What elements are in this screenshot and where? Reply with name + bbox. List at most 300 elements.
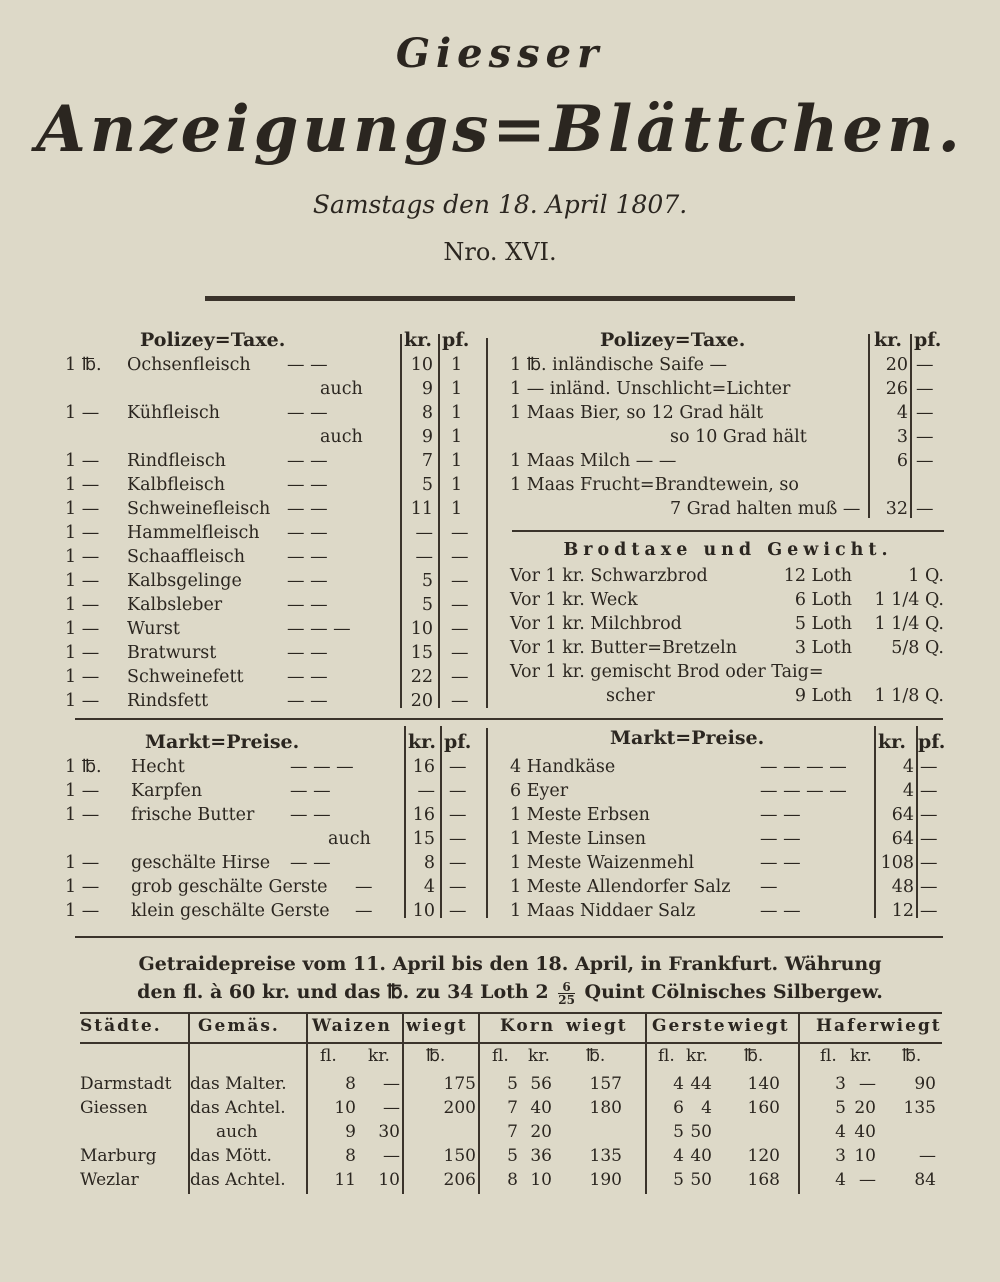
row-pf: — <box>449 757 467 777</box>
table-row <box>510 684 950 708</box>
masthead-rule <box>205 296 795 301</box>
row-item: 6 Eyer <box>510 781 569 801</box>
table-row <box>65 473 485 497</box>
row-kr: 48 <box>891 877 914 897</box>
grain-h-lb: 135 <box>903 1098 936 1118</box>
bread-heading: Brodtaxe und Gewicht. <box>563 540 893 560</box>
row-weight: 12 Loth <box>783 566 852 586</box>
grain-measure: das Malter. <box>190 1074 287 1094</box>
row-dashes: — — <box>287 571 328 591</box>
row-pf: — <box>920 853 938 873</box>
row-kr: — <box>417 781 435 801</box>
grain-subheader-kr: kr. <box>686 1046 708 1066</box>
row-pf: 1 <box>451 499 463 519</box>
table-row <box>65 641 485 665</box>
table-row <box>65 755 485 779</box>
market-left-col-kr: kr. <box>408 731 437 753</box>
row-kr: 10 <box>412 901 435 921</box>
row-pf: — <box>451 667 469 687</box>
grain-k-lb: 190 <box>589 1170 622 1190</box>
row-kr: 8 <box>423 853 435 873</box>
row-weight: 9 Loth <box>794 686 852 706</box>
row-pf: 1 <box>451 355 463 375</box>
row-item: 1 Meste Erbsen <box>510 805 650 825</box>
table-row <box>510 779 950 803</box>
section-rule-market <box>75 718 943 720</box>
grain-k-kr: 10 <box>530 1170 552 1190</box>
grain-title-line2-b: Quint Cölnisches Silbergew. <box>584 981 883 1003</box>
grain-g-lb: 120 <box>747 1146 780 1166</box>
row-dashes: — — <box>287 643 328 663</box>
grain-g-fl: 4 <box>673 1146 684 1166</box>
meat-col-pf: pf. <box>442 329 470 351</box>
market-right-col-pf: pf. <box>918 731 946 753</box>
row-dashes: — <box>355 901 373 921</box>
grain-h-fl: 5 <box>835 1098 846 1118</box>
row-kr: 8 <box>421 403 433 423</box>
grain-k-lb: 135 <box>589 1146 622 1166</box>
grain-w-kr: — <box>383 1074 400 1094</box>
row-pf: — <box>449 901 467 921</box>
row-kr: 10 <box>410 619 433 639</box>
row-pf: — <box>920 781 938 801</box>
market-right-col-kr: kr. <box>878 731 907 753</box>
grain-h-kr: 20 <box>854 1098 876 1118</box>
table-row <box>65 569 485 593</box>
row-item: 1 Meste Allendorfer Salz <box>510 877 731 897</box>
grain-g-fl: 5 <box>673 1170 684 1190</box>
row-qty: 1 — <box>65 403 100 423</box>
row-qty: 1 ℔. <box>65 355 102 375</box>
row-item: geschälte Hirse <box>131 853 271 873</box>
grain-g-kr: 50 <box>690 1170 712 1190</box>
row-dashes: — — — — <box>760 781 847 801</box>
grain-w-fl: 11 <box>334 1170 356 1190</box>
table-row <box>65 353 485 377</box>
grain-h-fl: 3 <box>835 1074 846 1094</box>
row-item: Rindsfett <box>127 691 209 711</box>
row-kr: 108 <box>880 853 914 873</box>
row-item: Kalbsleber <box>127 595 223 615</box>
table-row <box>510 588 950 612</box>
grain-k-fl: 7 <box>507 1122 518 1142</box>
row-pf: 1 <box>451 427 463 447</box>
grain-subheader-lb: ℔. <box>586 1046 606 1066</box>
row-item: grob geschälte Gerste <box>131 877 328 897</box>
grain-k-kr: 20 <box>530 1122 552 1142</box>
row-dashes: — — — — <box>760 757 847 777</box>
table-row <box>510 353 950 377</box>
grain-w-lb: 175 <box>443 1074 476 1094</box>
row-dashes: — — <box>290 805 331 825</box>
misc-col-pf: pf. <box>914 329 942 351</box>
table-row <box>80 1096 942 1120</box>
table-row <box>65 851 485 875</box>
grain-header-korn: Korn <box>500 1016 556 1036</box>
row-item: Vor 1 kr. Schwarzbrod <box>510 566 708 586</box>
grain-subheader-fl: fl. <box>658 1046 675 1066</box>
row-pf: — <box>451 547 469 567</box>
grain-k-lb: 180 <box>589 1098 622 1118</box>
row-item: Ochsenfleisch <box>127 355 251 375</box>
row-dashes: — — <box>287 547 328 567</box>
row-item: Wurst <box>127 619 180 639</box>
row-qty: 1 — <box>65 877 100 897</box>
table-row <box>65 689 485 713</box>
grain-subheader-lb: ℔. <box>426 1046 446 1066</box>
grain-w-fl: 8 <box>345 1074 356 1094</box>
row-item: 1 Meste Linsen <box>510 829 647 849</box>
grain-city: Marburg <box>80 1146 157 1166</box>
row-kr: 5 <box>421 571 433 591</box>
row-qty: 1 — <box>65 475 100 495</box>
row-weight: 3 Loth <box>794 638 852 658</box>
grain-w-lb: 200 <box>443 1098 476 1118</box>
row-kr: 4 <box>896 403 908 423</box>
table-row <box>510 875 950 899</box>
row-pf: — <box>451 691 469 711</box>
table-row <box>510 851 950 875</box>
grain-w-kr: — <box>383 1098 400 1118</box>
row-pf: — <box>449 781 467 801</box>
row-pf: — <box>920 901 938 921</box>
row-dashes: — — <box>287 691 328 711</box>
market-right-heading: Markt=Preise. <box>610 727 765 749</box>
grain-city: Darmstadt <box>80 1074 172 1094</box>
row-qty: 1 — <box>65 667 100 687</box>
row-item: 1 Maas Niddaer Salz <box>510 901 696 921</box>
row-dashes: — — <box>290 853 331 873</box>
table-row <box>510 827 950 851</box>
grain-city: Wezlar <box>80 1170 139 1190</box>
row-pf: — <box>451 643 469 663</box>
grain-w-lb: 150 <box>443 1146 476 1166</box>
table-row <box>510 449 950 473</box>
table-row <box>65 497 485 521</box>
table-row <box>65 449 485 473</box>
row-qty: 1 — <box>65 523 100 543</box>
table-row <box>510 425 950 449</box>
table-row <box>510 803 950 827</box>
row-kr: 26 <box>885 379 908 399</box>
row-qty: 1 — <box>65 781 100 801</box>
grain-w-kr: — <box>383 1146 400 1166</box>
grain-header-gemaes: Gemäs. <box>198 1016 280 1036</box>
table-row <box>65 827 485 851</box>
row-kr: 9 <box>421 379 433 399</box>
grain-header-wiegt4: wiegt <box>880 1016 942 1036</box>
table-row <box>510 564 950 588</box>
row-dashes: — — <box>287 595 328 615</box>
grain-g-kr: 4 <box>701 1098 712 1118</box>
row-item: 1 Maas Bier, so 12 Grad hält <box>510 403 764 423</box>
meat-col-kr: kr. <box>404 329 433 351</box>
grain-k-kr: 56 <box>530 1074 552 1094</box>
row-kr: 4 <box>902 757 914 777</box>
table-row <box>510 377 950 401</box>
masthead-title: Anzeigungs=Blättchen. <box>36 92 964 167</box>
row-kr: 64 <box>891 805 914 825</box>
row-dashes: — — <box>287 355 328 375</box>
table-row <box>65 875 485 899</box>
table-row <box>510 497 950 521</box>
grain-header-staedte: Städte. <box>80 1016 162 1036</box>
grain-k-fl: 7 <box>507 1098 518 1118</box>
grain-g-lb: 140 <box>747 1074 780 1094</box>
grain-header-wiegt3: wiegt <box>728 1016 790 1036</box>
table-row <box>65 617 485 641</box>
misc-col-kr: kr. <box>874 329 903 351</box>
grain-w-fl: 10 <box>334 1098 356 1118</box>
row-pf: — <box>920 757 938 777</box>
market-left-col-pf: pf. <box>444 731 472 753</box>
table-row <box>65 401 485 425</box>
grain-w-kr: 30 <box>378 1122 400 1142</box>
row-dashes: — <box>760 877 778 897</box>
grain-g-kr: 44 <box>690 1074 712 1094</box>
table-row <box>65 545 485 569</box>
row-item: 1 Maas Milch — — <box>510 451 677 471</box>
grain-title-fraction: $\frac{6}{25}$ <box>558 979 575 1007</box>
row-item: Schweinefleisch <box>127 499 271 519</box>
row-dashes: — — <box>760 853 801 873</box>
row-item: Schweinefett <box>127 667 244 687</box>
row-kr: 10 <box>410 355 433 375</box>
row-dashes: — — — <box>287 619 351 639</box>
row-item: Kalbsgelinge <box>127 571 242 591</box>
row-item: Vor 1 kr. Weck <box>510 590 638 610</box>
table-row <box>510 660 950 684</box>
row-item: 1 Maas Frucht=Brandtewein, so <box>510 475 799 495</box>
row-weight: 6 Loth <box>794 590 852 610</box>
grain-h-kr: 10 <box>854 1146 876 1166</box>
row-pf: 1 <box>451 379 463 399</box>
column-divider-market <box>486 728 488 918</box>
table-row <box>65 593 485 617</box>
row-dashes: — — <box>287 403 328 423</box>
row-qty: 1 — <box>65 499 100 519</box>
table-row <box>65 377 485 401</box>
grain-k-fl: 8 <box>507 1170 518 1190</box>
misc-table-heading: Polizey=Taxe. <box>600 329 746 351</box>
grain-g-fl: 5 <box>673 1122 684 1142</box>
row-pf: 1 <box>451 403 463 423</box>
grain-g-lb: 160 <box>747 1098 780 1118</box>
row-item: 1 — inländ. Unschlicht=Lichter <box>510 379 791 399</box>
grain-subheader-lb: ℔. <box>744 1046 764 1066</box>
row-kr: 22 <box>410 667 433 687</box>
row-kr: 12 <box>891 901 914 921</box>
row-q: 5/8 Q. <box>891 638 944 658</box>
issue-date: Samstags den 18. April 1807. <box>312 190 688 219</box>
row-item: klein geschälte Gerste <box>131 901 330 921</box>
row-item: auch <box>320 379 363 399</box>
row-kr: 4 <box>423 877 435 897</box>
row-kr: 32 <box>885 499 908 519</box>
grain-header-wiegt2: wiegt <box>566 1016 628 1036</box>
row-dashes: — — <box>287 499 328 519</box>
row-q: 1 1/8 Q. <box>874 686 944 706</box>
row-q: 1 Q. <box>908 566 944 586</box>
row-kr: 20 <box>885 355 908 375</box>
masthead-line1: Giesser <box>395 30 605 77</box>
row-pf: — <box>916 379 934 399</box>
grain-measure: das Achtel. <box>190 1170 286 1190</box>
row-dashes: — — <box>287 667 328 687</box>
grain-g-fl: 4 <box>673 1074 684 1094</box>
grain-title-line2-a: den fl. à 60 kr. und das ℔. zu 34 Loth 2 <box>137 981 549 1003</box>
grain-h-lb: — <box>919 1146 936 1166</box>
row-dashes: — — <box>760 901 801 921</box>
grain-k-kr: 40 <box>530 1098 552 1118</box>
grain-h-kr: 40 <box>854 1122 876 1142</box>
row-item: auch <box>328 829 371 849</box>
grain-w-kr: 10 <box>378 1170 400 1190</box>
table-row <box>510 401 950 425</box>
grain-k-kr: 36 <box>530 1146 552 1166</box>
row-dashes: — — <box>290 781 331 801</box>
table-row <box>80 1168 942 1192</box>
row-item: Kühfleisch <box>127 403 220 423</box>
grain-h-lb: 90 <box>914 1074 936 1094</box>
row-kr: — <box>415 523 433 543</box>
table-row <box>65 779 485 803</box>
table-row <box>510 473 950 497</box>
row-qty: 1 — <box>65 451 100 471</box>
row-item: Vor 1 kr. gemischt Brod oder Taig= <box>510 662 824 682</box>
issue-number: Nro. XVI. <box>443 238 557 266</box>
row-kr: 15 <box>412 829 435 849</box>
table-row <box>65 899 485 923</box>
row-kr: — <box>415 547 433 567</box>
row-weight: 5 Loth <box>794 614 852 634</box>
grain-header-gerste: Gerste <box>652 1016 727 1036</box>
row-item: Kalbfleisch <box>127 475 225 495</box>
row-qty: 1 — <box>65 805 100 825</box>
row-pf: — <box>916 451 934 471</box>
row-item: scher <box>606 686 655 706</box>
row-pf: — <box>451 619 469 639</box>
row-kr: 6 <box>896 451 908 471</box>
row-item: auch <box>320 427 363 447</box>
row-pf: — <box>920 829 938 849</box>
grain-header-waizen: Waizen <box>312 1016 392 1036</box>
row-item: 1 ℔. inländische Saife — <box>510 355 727 375</box>
row-kr: 16 <box>412 805 435 825</box>
table-row <box>510 755 950 779</box>
grain-g-fl: 6 <box>673 1098 684 1118</box>
grain-subheader-kr: kr. <box>368 1046 390 1066</box>
table-row <box>510 636 950 660</box>
table-row <box>80 1072 942 1096</box>
row-item: Karpfen <box>131 781 203 801</box>
table-row <box>65 425 485 449</box>
column-divider-top <box>486 338 488 708</box>
row-q: 1 1/4 Q. <box>874 614 944 634</box>
grain-header-row <box>80 1014 942 1038</box>
grain-k-lb: 157 <box>589 1074 622 1094</box>
grain-header-hafer: Hafer <box>816 1016 881 1036</box>
grain-h-kr: — <box>859 1074 876 1094</box>
grain-header-wiegt1: wiegt <box>406 1016 468 1036</box>
row-qty: 1 — <box>65 643 100 663</box>
row-kr: 15 <box>410 643 433 663</box>
row-pf: — <box>449 877 467 897</box>
row-pf: — <box>916 403 934 423</box>
grain-subheader-fl: fl. <box>820 1046 837 1066</box>
row-qty: 1 — <box>65 595 100 615</box>
row-item: Hecht <box>131 757 185 777</box>
row-item: 4 Handkäse <box>510 757 616 777</box>
row-dashes: — — <box>287 523 328 543</box>
row-kr: 7 <box>421 451 433 471</box>
grain-measure: das Achtel. <box>190 1098 286 1118</box>
row-dashes: — — — <box>290 757 354 777</box>
row-item: Vor 1 kr. Butter=Bretzeln <box>510 638 738 658</box>
row-pf: — <box>451 595 469 615</box>
bread-rule <box>512 530 944 532</box>
row-item: Schaaffleisch <box>127 547 245 567</box>
grain-subheader-fl: fl. <box>492 1046 509 1066</box>
grain-subheader-kr: kr. <box>528 1046 550 1066</box>
row-pf: — <box>451 571 469 591</box>
row-kr: 16 <box>412 757 435 777</box>
grain-w-fl: 9 <box>345 1122 356 1142</box>
row-pf: 1 <box>451 475 463 495</box>
row-dashes: — — <box>760 829 801 849</box>
grain-subheader-lb: ℔. <box>902 1046 922 1066</box>
row-pf: — <box>916 427 934 447</box>
grain-g-kr: 40 <box>690 1146 712 1166</box>
grain-h-fl: 4 <box>835 1170 846 1190</box>
row-qty: 1 — <box>65 547 100 567</box>
row-dashes: — — <box>287 451 328 471</box>
row-kr: 5 <box>421 595 433 615</box>
row-q: 1 1/4 Q. <box>874 590 944 610</box>
grain-g-kr: 50 <box>690 1122 712 1142</box>
grain-k-fl: 5 <box>507 1074 518 1094</box>
row-pf: — <box>449 829 467 849</box>
table-row <box>510 612 950 636</box>
grain-measure: das Mött. <box>190 1146 272 1166</box>
grain-h-lb: 84 <box>914 1170 936 1190</box>
grain-g-lb: 168 <box>747 1170 780 1190</box>
row-kr: 9 <box>421 427 433 447</box>
grain-h-fl: 3 <box>835 1146 846 1166</box>
grain-measure: auch <box>216 1122 258 1142</box>
row-dashes: — <box>355 877 373 897</box>
row-pf: 1 <box>451 451 463 471</box>
row-qty: 1 — <box>65 901 100 921</box>
grain-title-line1: Getraidepreise vom 11. April bis den 18. April, in Frankfurt. Währung <box>138 953 882 975</box>
grain-subheader-fl: fl. <box>320 1046 337 1066</box>
row-kr: 3 <box>896 427 908 447</box>
row-pf: — <box>451 523 469 543</box>
row-item: Rindfleisch <box>127 451 226 471</box>
grain-subheader-kr: kr. <box>850 1046 872 1066</box>
table-row <box>65 521 485 545</box>
grain-title-line2 <box>75 978 945 1006</box>
row-kr: 4 <box>902 781 914 801</box>
row-item: frische Butter <box>131 805 255 825</box>
meat-table-heading: Polizey=Taxe. <box>140 329 286 351</box>
row-item: Hammelfleisch <box>127 523 260 543</box>
row-pf: — <box>916 499 934 519</box>
table-row <box>510 899 950 923</box>
row-pf: — <box>449 853 467 873</box>
table-row <box>65 803 485 827</box>
row-qty: 1 — <box>65 571 100 591</box>
